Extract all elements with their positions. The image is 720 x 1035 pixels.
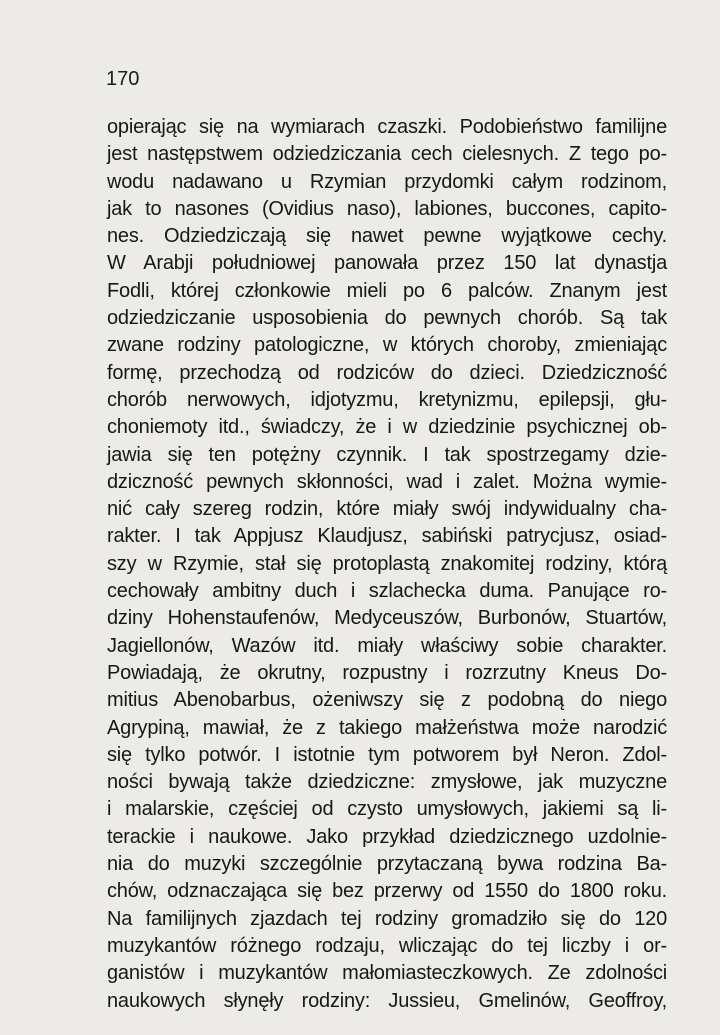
page-number: 170 [106,68,140,90]
text-line: Jagiellonów, Wazów itd. miały właściwy sobie charakter. [107,634,667,657]
text-line: Fodli, której członkowie mieli po 6 palców. Znanym jest [107,279,667,302]
text-line: nić cały szereg rodzin, które miały swój indywidualny cha- [107,498,667,521]
text-line: choniemoty itd., świadczy, że i w dziedzinie psychicznej ob- [107,416,667,439]
text-line: się tylko potwór. I istotnie tym potworem był Neron. Zdol- [107,743,667,766]
text-line: Na familijnych zjazdach tej rodziny gromadziło się do 120 [107,907,667,930]
text-line: formę, przechodzą od rodziców do dzieci. Dziedziczność [107,361,667,384]
text-line: nes. Odziedziczają się nawet pewne wyjątkowe cechy. [107,225,667,248]
text-line: Agrypiną, mawiał, że z takiego małżeństwa może narodzić [107,716,667,739]
body-text [107,114,667,1015]
text-line: opierając się na wymiarach czaszki. Podobieństwo familijne [107,116,667,138]
text-line: rakter. I tak Appjusz Klaudjusz, sabiński patrycjusz, osiad- [107,525,667,548]
text-line: mitius Abenobarbus, ożeniwszy się z podobną do niego [107,689,667,712]
text-line: odziedziczanie usposobienia do pewnych chorób. Są tak [107,307,667,330]
text-line: naukowych słynęły rodziny: Jussieu, Gmelinów, Geoffroy, [107,989,667,1012]
text-line: dziczność pewnych skłonności, wad i zalet. Można wymie- [107,470,667,493]
text-line: nia do muzyki szczególnie przytaczaną bywa rodzina Ba- [107,853,667,876]
text-line: muzykantów różnego rodzaju, wliczając do tej liczby i or- [107,934,667,957]
text-line: jak to nasones (Ovidius naso), labiones, buccones, capito- [107,197,667,220]
text-line: ności bywają także dziedziczne: zmysłowe, jak muzyczne [107,771,667,794]
text-line: ganistów i muzykantów małomiasteczkowych. Ze zdolności [107,962,667,985]
text-line: terackie i naukowe. Jako przykład dziedzicznego uzdolnie- [107,825,667,848]
text-line: W Arabji południowej panowała przez 150 lat dynastja [107,252,667,275]
text-line: chów, odznaczająca się bez przerwy od 1550 do 1800 roku. [107,880,667,903]
text-line: chorób nerwowych, idjotyzmu, kretynizmu, epilepsji, głu- [107,388,667,411]
text-line: Powiadają, że okrutny, rozpustny i rozrzutny Kneus Do- [107,661,667,684]
text-line: jawia się ten potężny czynnik. I tak spostrzegamy dzie- [107,443,667,466]
text-line: dziny Hohenstaufenów, Medyceuszów, Burbonów, Stuartów, [107,607,667,630]
text-line: zwane rodziny patologiczne, w których choroby, zmieniając [107,334,667,357]
text-line: jest następstwem odziedziczania cech cielesnych. Z tego po- [107,143,667,166]
text-line: wodu nadawano u Rzymian przydomki całym rodzinom, [107,170,667,193]
text-line: cechowały ambitny duch i szlachecka duma. Panujące ro- [107,580,667,603]
text-line: i malarskie, częściej od czysto umysłowych, jakiemi są li- [107,798,667,821]
text-line: szy w Rzymie, stał się protoplastą znakomitej rodziny, którą [107,552,667,575]
